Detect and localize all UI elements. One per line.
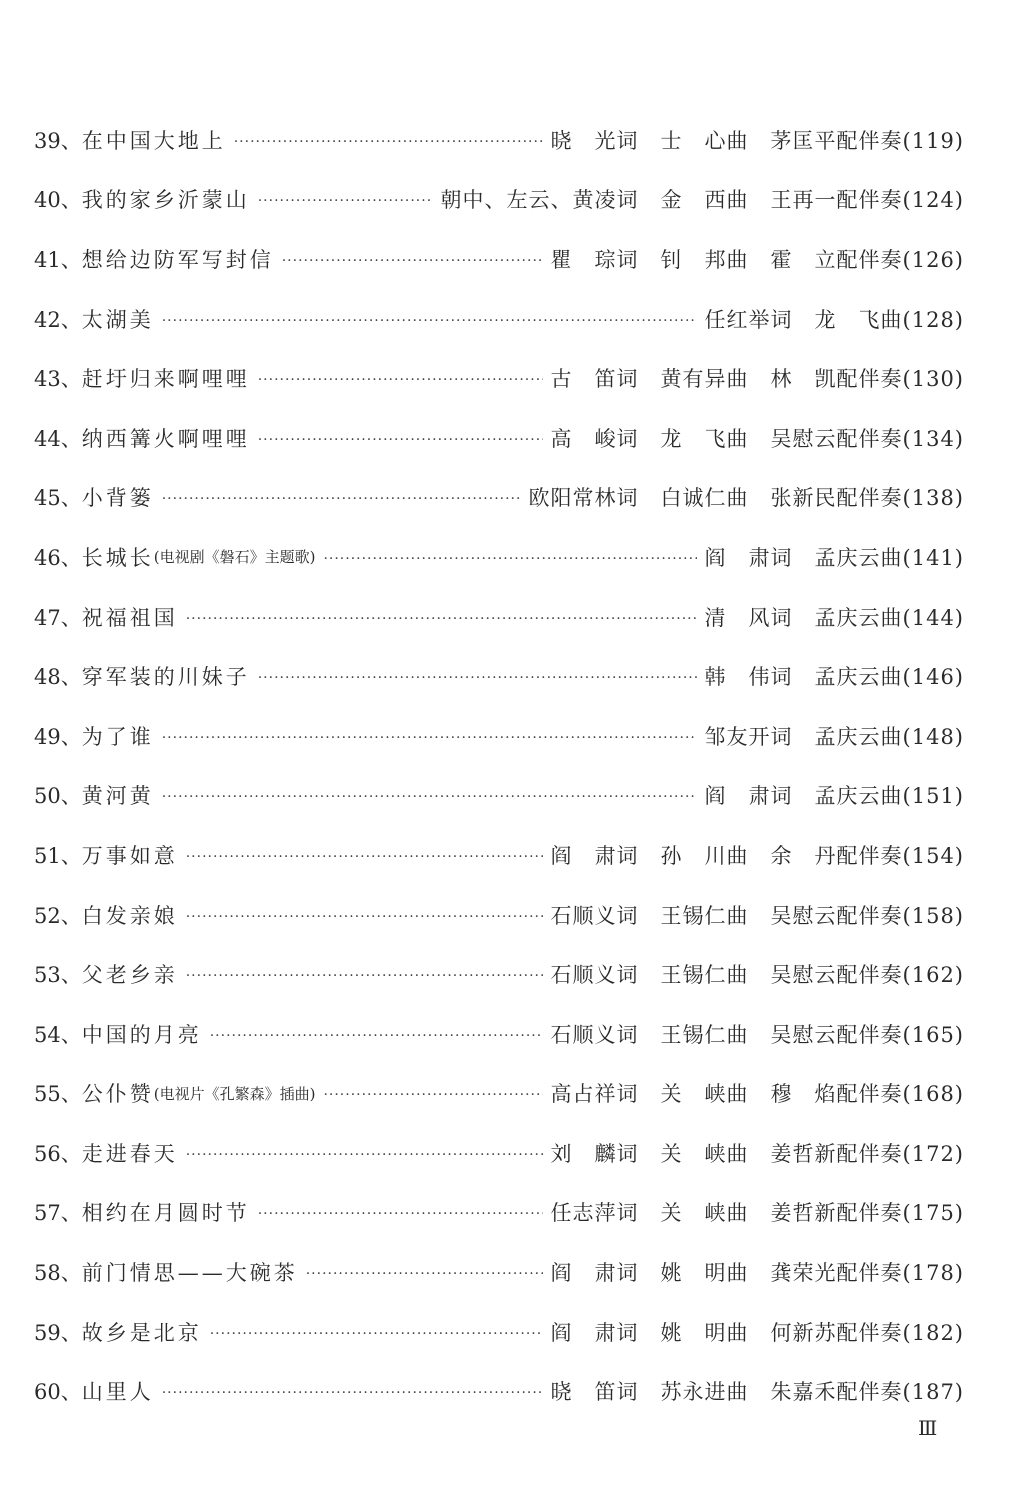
entry-number: 53、 bbox=[34, 963, 82, 988]
toc-entry bbox=[34, 1183, 964, 1243]
entry-title: 想给边防军写封信 bbox=[81, 247, 274, 272]
entry-title: 前门情思——大碗茶 bbox=[81, 1261, 298, 1286]
entry-number: 40、 bbox=[34, 188, 82, 213]
entry-number: 45、 bbox=[34, 486, 82, 511]
entry-credits: 高占祥词 关 峡曲 穆 焰配伴奏(168) bbox=[550, 1082, 964, 1107]
toc-entry bbox=[34, 1123, 964, 1183]
entry-number: 43、 bbox=[34, 367, 82, 392]
entry-subtitle: (电视剧《磐石》主题歌) bbox=[153, 548, 316, 567]
toc-entry bbox=[34, 170, 964, 230]
entry-credits: 晓 光词 士 心曲 茅匡平配伴奏(119) bbox=[550, 128, 964, 153]
toc-entry bbox=[34, 1361, 964, 1421]
entry-credits: 高 峻词 龙 飞曲 吴慰云配伴奏(134) bbox=[550, 426, 964, 451]
table-of-contents bbox=[34, 110, 964, 1421]
entry-credits: 韩 伟词 孟庆云曲(146) bbox=[704, 665, 964, 690]
entry-title: 穿军装的川妹子 bbox=[81, 665, 250, 690]
toc-entry bbox=[34, 289, 964, 349]
dot-leader bbox=[258, 432, 543, 448]
dot-leader bbox=[306, 1266, 543, 1282]
toc-entry bbox=[34, 706, 964, 766]
entry-title: 走进春天 bbox=[81, 1141, 178, 1166]
entry-title: 白发亲娘 bbox=[81, 903, 178, 928]
toc-entry bbox=[34, 229, 964, 289]
toc-entry bbox=[34, 110, 964, 170]
dot-leader bbox=[323, 551, 696, 567]
entry-credits: 任志萍词 关 峡曲 姜哲新配伴奏(175) bbox=[550, 1201, 964, 1226]
entry-number: 52、 bbox=[34, 903, 82, 928]
dot-leader bbox=[258, 1206, 543, 1222]
entry-number: 51、 bbox=[34, 843, 82, 868]
dot-leader bbox=[186, 968, 543, 984]
toc-entry bbox=[34, 944, 964, 1004]
toc-entry bbox=[34, 1004, 964, 1064]
dot-leader bbox=[234, 134, 543, 150]
toc-entry bbox=[34, 1242, 964, 1302]
entry-number: 47、 bbox=[34, 605, 82, 630]
entry-credits: 石顺义词 王锡仁曲 吴慰云配伴奏(162) bbox=[550, 963, 964, 988]
toc-entry bbox=[34, 1064, 964, 1124]
toc-entry bbox=[34, 825, 964, 885]
toc-entry bbox=[34, 468, 964, 528]
entry-title: 山里人 bbox=[81, 1380, 154, 1405]
entry-title: 父老乡亲 bbox=[81, 963, 178, 988]
toc-entry bbox=[34, 646, 964, 706]
entry-title: 中国的月亮 bbox=[81, 1022, 202, 1047]
entry-number: 50、 bbox=[34, 784, 82, 809]
entry-credits: 古 笛词 黄有异曲 林 凯配伴奏(130) bbox=[550, 367, 964, 392]
dot-leader bbox=[258, 372, 543, 388]
dot-leader bbox=[258, 670, 697, 686]
toc-entry bbox=[34, 348, 964, 408]
dot-leader bbox=[162, 789, 697, 805]
toc-entry bbox=[34, 1302, 964, 1362]
dot-leader bbox=[210, 1028, 543, 1044]
entry-title: 纳西篝火啊哩哩 bbox=[81, 426, 250, 451]
entry-number: 55、 bbox=[34, 1082, 82, 1107]
entry-title: 故乡是北京 bbox=[81, 1320, 202, 1345]
entry-number: 41、 bbox=[34, 247, 82, 272]
toc-entry bbox=[34, 408, 964, 468]
dot-leader bbox=[210, 1326, 543, 1342]
entry-credits: 阎 肃词 孟庆云曲(151) bbox=[704, 784, 964, 809]
entry-number: 42、 bbox=[34, 307, 82, 332]
entry-credits: 刘 麟词 关 峡曲 姜哲新配伴奏(172) bbox=[550, 1141, 964, 1166]
entry-title: 为了谁 bbox=[81, 724, 154, 749]
toc-entry bbox=[34, 527, 964, 587]
dot-leader bbox=[186, 1147, 543, 1163]
entry-number: 54、 bbox=[34, 1022, 82, 1047]
dot-leader bbox=[323, 1087, 542, 1103]
entry-credits: 任红举词 龙 飞曲(128) bbox=[704, 307, 964, 332]
dot-leader bbox=[162, 491, 521, 507]
entry-title: 黄河黄 bbox=[81, 784, 154, 809]
dot-leader bbox=[162, 1385, 543, 1401]
entry-number: 57、 bbox=[34, 1201, 82, 1226]
entry-credits: 石顺义词 王锡仁曲 吴慰云配伴奏(158) bbox=[550, 903, 964, 928]
entry-number: 59、 bbox=[34, 1320, 82, 1345]
dot-leader bbox=[186, 849, 543, 865]
entry-title: 万事如意 bbox=[81, 843, 178, 868]
entry-number: 39、 bbox=[34, 128, 82, 153]
toc-entry bbox=[34, 885, 964, 945]
entry-title: 长城长 bbox=[81, 545, 154, 570]
toc-entry bbox=[34, 766, 964, 826]
entry-title: 公仆赞 bbox=[81, 1082, 154, 1107]
dot-leader bbox=[186, 909, 543, 925]
dot-leader bbox=[162, 730, 697, 746]
page-number: Ⅲ bbox=[918, 1416, 938, 1440]
entry-number: 56、 bbox=[34, 1141, 82, 1166]
entry-title: 相约在月圆时节 bbox=[81, 1201, 250, 1226]
entry-title: 小背篓 bbox=[81, 486, 154, 511]
entry-number: 60、 bbox=[34, 1380, 82, 1405]
entry-title: 赶圩归来啊哩哩 bbox=[81, 367, 250, 392]
dot-leader bbox=[162, 313, 697, 329]
dot-leader bbox=[258, 193, 433, 209]
entry-credits: 清 风词 孟庆云曲(144) bbox=[704, 605, 964, 630]
entry-title: 在中国大地上 bbox=[81, 128, 226, 153]
entry-number: 58、 bbox=[34, 1261, 82, 1286]
entry-credits: 石顺义词 王锡仁曲 吴慰云配伴奏(165) bbox=[550, 1022, 964, 1047]
entry-credits: 邹友开词 孟庆云曲(148) bbox=[704, 724, 964, 749]
dot-leader bbox=[282, 253, 543, 269]
entry-number: 48、 bbox=[34, 665, 82, 690]
entry-subtitle: (电视片《孔繁森》插曲) bbox=[153, 1084, 316, 1103]
entry-credits: 阎 肃词 姚 明曲 何新苏配伴奏(182) bbox=[550, 1320, 964, 1345]
entry-number: 44、 bbox=[34, 426, 82, 451]
entry-credits: 阎 肃词 姚 明曲 龚荣光配伴奏(178) bbox=[550, 1261, 964, 1286]
dot-leader bbox=[186, 611, 697, 627]
toc-entry bbox=[34, 587, 964, 647]
entry-number: 46、 bbox=[34, 545, 82, 570]
entry-credits: 瞿 琮词 钊 邦曲 霍 立配伴奏(126) bbox=[550, 247, 964, 272]
entry-credits: 晓 笛词 苏永进曲 朱嘉禾配伴奏(187) bbox=[550, 1380, 964, 1405]
entry-title: 祝福祖国 bbox=[81, 605, 178, 630]
entry-title: 太湖美 bbox=[81, 307, 154, 332]
entry-number: 49、 bbox=[34, 724, 82, 749]
entry-credits: 阎 肃词 孙 川曲 余 丹配伴奏(154) bbox=[550, 843, 964, 868]
entry-title: 我的家乡沂蒙山 bbox=[81, 188, 250, 213]
entry-credits: 朝中、左云、黄凌词 金 西曲 王再一配伴奏(124) bbox=[440, 188, 964, 213]
entry-credits: 欧阳常林词 白诚仁曲 张新民配伴奏(138) bbox=[528, 486, 964, 511]
entry-credits: 阎 肃词 孟庆云曲(141) bbox=[704, 545, 964, 570]
